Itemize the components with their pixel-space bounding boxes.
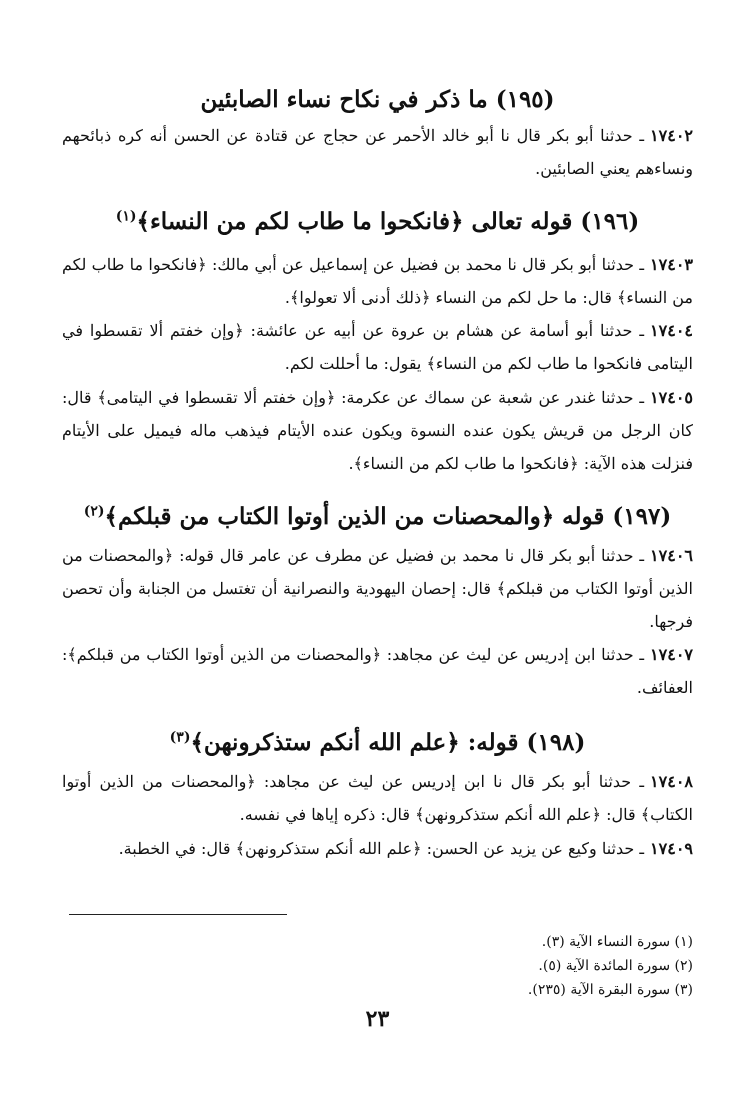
entry-17407 — [62, 638, 693, 704]
entry-text: ـ حدثنا أبو بكر قال نا محمد بن فضيل عن مطرف عن عامر قال قوله: ﴿والمحصنات من الذين أوتوا الكتاب من قبلكم﴾ قال: إحصان اليهودية والنصرانية أن تغتسل من الجنابة وأن تحصن فرجها. — [62, 546, 693, 631]
heading-text: (١٩٧) قوله ﴿والمحصنات من الذين أوتوا الكتاب من قبلكم﴾ — [104, 503, 672, 530]
footnote-marker: (١) — [115, 208, 137, 225]
entry-number: ١٧٤٠٦ — [650, 546, 693, 565]
entry-17405 — [62, 381, 693, 480]
footnote-marker: (٢) — [83, 503, 105, 520]
entry-text: ـ حدثنا أبو بكر قال نا محمد بن فضيل عن إسماعيل عن أبي مالك: ﴿فانكحوا ما طاب لكم من النساء﴾ قال: ما حل لكم من النساء ﴿ذلك أدنى ألا تعولوا﴾. — [62, 255, 693, 307]
entry-text: ـ حدثنا وكيع عن يزيد عن الحسن: ﴿علم الله أنكم ستذكرونهن﴾ قال: في الخطبة. — [118, 839, 645, 858]
heading-text: (١٩٨) قوله: ﴿علم الله أنكم ستذكرونهن﴾ — [190, 729, 586, 756]
section-heading-195 — [60, 86, 695, 114]
entry-text: ـ حدثنا أبو بكر قال نا أبو خالد الأحمر عن حجاج عن قتادة عن الحسن أنه كره ذبائحهم ونساءهم يعني الصابئين. — [62, 126, 693, 178]
entry-number: ١٧٤٠٧ — [650, 645, 693, 664]
entry-number: ١٧٤٠٨ — [650, 772, 693, 791]
footnote-divider — [69, 914, 287, 915]
section-heading-196 — [60, 208, 695, 236]
entry-number: ١٧٤٠٩ — [650, 839, 693, 858]
entry-text: ـ حدثنا ابن إدريس عن ليث عن مجاهد: ﴿والمحصنات من الذين أوتوا الكتاب من قبلكم﴾: العفائف. — [62, 645, 693, 697]
entry-text: ـ حدثنا أبو أسامة عن هشام بن عروة عن أبيه عن عائشة: ﴿وإن خفتم ألا تقسطوا في اليتامى فانكحوا ما طاب لكم من النساء﴾ يقول: ما أحللت لكم. — [62, 321, 693, 373]
footnote-marker: (٣) — [169, 729, 191, 746]
heading-text: (١٩٥) ما ذكر في نكاح نساء الصابئين — [200, 86, 555, 113]
entry-17404 — [62, 314, 693, 380]
entry-text: ـ حدثنا غندر عن شعبة عن سماك عن عكرمة: ﴿وإن خفتم ألا تقسطوا في اليتامى﴾ قال: كان الرجل من قريش يكون عنده النسوة ويكون عنده الأيتام فيذهب ماله فيميل على الأيتام فنزلت هذه الآية: ﴿فانكحوا ما طاب لكم من النساء﴾. — [62, 388, 694, 473]
footnote-1: (١) سورة النساء الآية (٣). — [541, 934, 693, 950]
entry-17409 — [62, 832, 693, 865]
section-heading-197 — [60, 503, 695, 531]
entry-17406 — [62, 539, 693, 638]
page-number: ٢٣ — [365, 1006, 390, 1032]
footnote-2: (٢) سورة المائدة الآية (٥). — [538, 958, 693, 974]
entry-17408 — [62, 765, 693, 831]
footnotes — [300, 930, 693, 1002]
entry-number: ١٧٤٠٣ — [650, 255, 693, 274]
entry-number: ١٧٤٠٥ — [650, 388, 693, 407]
footnote-3: (٣) سورة البقرة الآية (٢٣٥). — [527, 982, 693, 998]
entry-number: ١٧٤٠٤ — [650, 321, 693, 340]
entry-text: ـ حدثنا أبو بكر قال نا ابن إدريس عن ليث عن مجاهد: ﴿والمحصنات من الذين أوتوا الكتاب﴾ قال: ﴿علم الله أنكم ستذكرونهن﴾ قال: ذكره إياها في نفسه. — [62, 772, 693, 824]
entry-17402 — [62, 119, 693, 185]
entry-17403 — [62, 248, 693, 314]
section-heading-198 — [60, 729, 695, 757]
heading-text: (١٩٦) قوله تعالى ﴿فانكحوا ما طاب لكم من النساء﴾ — [136, 208, 640, 235]
entry-number: ١٧٤٠٢ — [650, 126, 693, 145]
